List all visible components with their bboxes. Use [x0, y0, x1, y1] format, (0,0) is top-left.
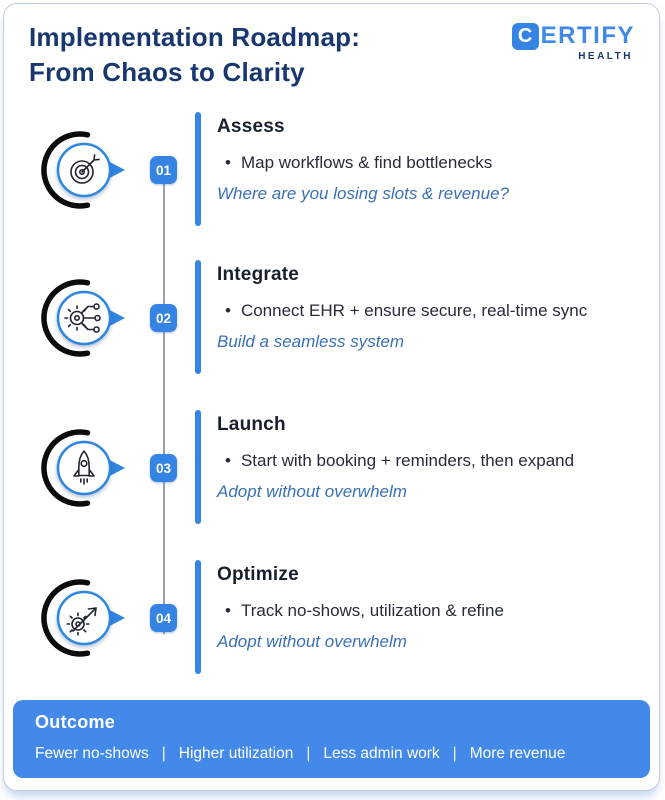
outcome-item: Less admin work: [323, 745, 440, 762]
outcome-item: Higher utilization: [178, 745, 294, 762]
step-number-badge: 04: [150, 604, 177, 632]
step-accent-bar: [195, 560, 201, 674]
outcome-separator: |: [161, 745, 166, 762]
logo-health-text: HEALTH: [578, 51, 633, 62]
step-accent-bar: [195, 260, 201, 374]
optimize-gear-arrow-icon: [36, 568, 136, 668]
logo-brand-text: ERTIFY: [540, 22, 635, 49]
target-icon: [36, 120, 136, 220]
step-number-badge: 01: [150, 156, 177, 184]
step-bullet-text: Connect EHR + ensure secure, real-time sync: [240, 301, 588, 320]
step-title: Optimize: [217, 564, 299, 585]
step-row-launch: [4, 408, 659, 528]
step-accent-bar: [195, 112, 201, 226]
logo-c-mark-icon: C: [512, 23, 539, 50]
bullet-dot: •: [225, 601, 231, 620]
step-number-badge: 03: [150, 454, 177, 482]
outcome-separator: |: [452, 745, 457, 762]
step-row-assess: [4, 110, 659, 230]
step-bullet: [217, 301, 645, 321]
step-bullet: [217, 451, 645, 471]
outcome-item: More revenue: [469, 745, 566, 762]
page-title-line2: From Chaos to Clarity: [29, 57, 305, 87]
rocket-icon: [36, 418, 136, 518]
step-title: Assess: [217, 116, 285, 137]
integration-gear-icon: [36, 268, 136, 368]
step-bullet-text: Track no-shows, utilization & refine: [240, 601, 504, 620]
outcome-item: Fewer no-shows: [35, 745, 149, 762]
step-bullet-text: Start with booking + reminders, then expand: [240, 451, 575, 470]
step-title: Launch: [217, 414, 286, 435]
outcome-banner: [13, 700, 650, 778]
page-title-line1: Implementation Roadmap:: [29, 22, 361, 52]
step-tagline: Build a seamless system: [217, 332, 405, 351]
step-tagline: Adopt without overwhelm: [217, 632, 407, 651]
page-title: [29, 20, 360, 90]
certify-health-logo: [512, 22, 635, 62]
step-row-optimize: [4, 558, 659, 678]
outcome-separator: |: [306, 745, 311, 762]
step-bullet: [217, 153, 645, 173]
step-tagline: Where are you losing slots & revenue?: [217, 184, 509, 203]
step-number-badge: 02: [150, 304, 177, 332]
step-row-integrate: [4, 258, 659, 378]
bullet-dot: •: [225, 451, 231, 470]
step-accent-bar: [195, 410, 201, 524]
infographic-card: [3, 3, 660, 791]
outcome-title: Outcome: [35, 712, 116, 732]
step-bullet: [217, 601, 645, 621]
step-title: Integrate: [217, 264, 300, 285]
step-tagline: Adopt without overwhelm: [217, 482, 407, 501]
bullet-dot: •: [225, 301, 231, 320]
outcome-items: [35, 745, 628, 763]
step-bullet-text: Map workflows & find bottlenecks: [240, 153, 493, 172]
bullet-dot: •: [225, 153, 231, 172]
